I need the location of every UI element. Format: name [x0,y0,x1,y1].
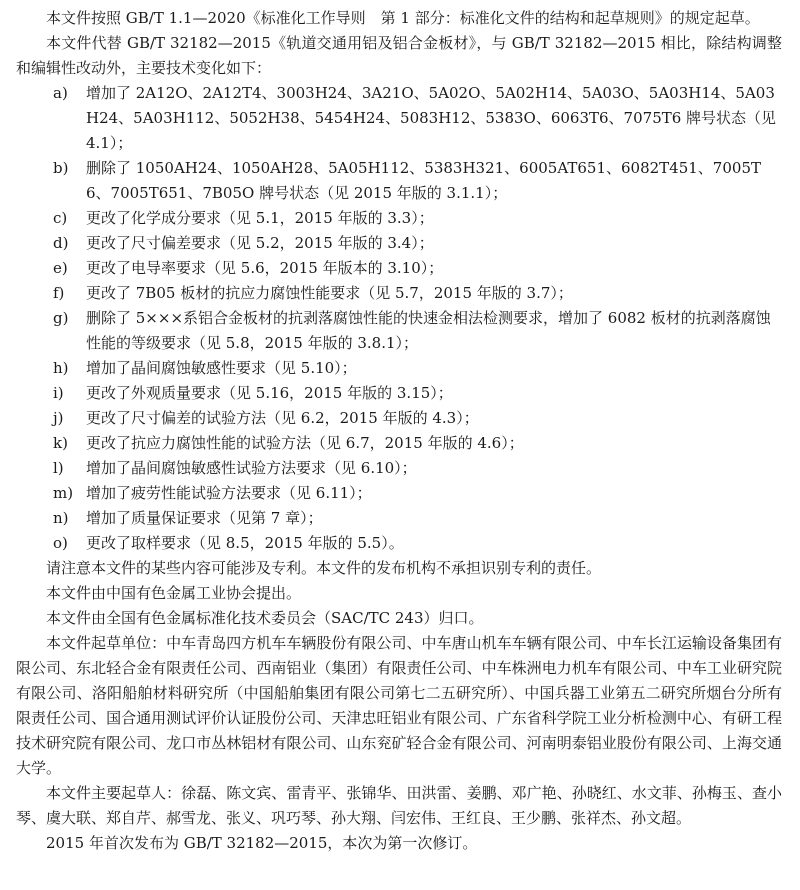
list-item [16,406,782,431]
list-item-text: 增加了晶间腐蚀敏感性要求（见 5.10）； [86,359,357,377]
list-item-text: 增加了 2A12O、2A12T4、3003H24、3A21O、5A02O、5A02H14、5A03O、5A03H14、5A03H24、5A03H112、5052H38、5454H24、5083H12、5383O、6063T6、7075T6 牌号状态（见 4.1）； [86,84,777,152]
list-item [16,431,782,456]
proposed-by: 本文件由中国有色金属工业协会提出。 [46,584,302,602]
list-marker: h) [53,359,69,377]
list-item [16,306,782,356]
list-marker: o) [53,534,68,552]
list-item-text: 更改了取样要求（见 8.5，2015 年版的 5.5）。 [86,534,404,552]
list-marker: j) [53,409,64,427]
list-marker: k) [53,434,68,452]
patent-notice: 请注意本文件的某些内容可能涉及专利。本文件的发布机构不承担识别专利的责任。 [46,559,602,577]
list-item-text: 更改了电导率要求（见 5.6，2015 年版本的 3.10）； [86,259,444,277]
list-marker: f) [53,284,65,302]
list-item-text: 增加了晶间腐蚀敏感性试验方法要求（见 6.10）； [86,459,417,477]
list-item-text: 删除了 1050AH24、1050AH28、5A05H112、5383H321、6005AT651、6082T451、7005T6、7005T651、7B05O 牌号状态（见 2015 年版的 3.1.1）； [86,159,761,202]
list-item-text: 更改了尺寸偏差的试验方法（见 6.2，2015 年版的 4.3）； [86,409,479,427]
list-marker: b) [53,159,69,177]
publication-history: 2015 年首次发布为 GB/T 32182—2015，本次为第一次修订。 [46,834,478,852]
list-item [16,506,782,531]
list-item-text: 更改了抗应力腐蚀性能的试验方法（见 6.7，2015 年版的 4.6）； [86,434,524,452]
list-marker: a) [53,84,68,102]
list-marker: c) [53,209,68,227]
list-marker: e) [53,259,68,277]
technical-changes-list [16,81,782,556]
list-item [16,531,782,556]
list-item [16,281,782,306]
list-marker: m) [53,484,74,502]
list-item [16,81,782,156]
list-item [16,381,782,406]
list-marker: g) [53,309,69,327]
list-item-text: 更改了尺寸偏差要求（见 5.2，2015 年版的 3.4）； [86,234,434,252]
list-item [16,231,782,256]
list-marker: l) [53,459,64,477]
list-item [16,206,782,231]
intro-drafting-rule: 本文件按照 GB/T 1.1—2020《标准化工作导则 第 1 部分：标准化文件的结构和起草规则》的规定起草。 [46,9,760,27]
list-item [16,356,782,381]
list-item-text: 更改了化学成分要求（见 5.1，2015 年版的 3.3）； [86,209,434,227]
intro-replacement: 本文件代替 GB/T 32182—2015《轨道交通用铝及铝合金板材》，与 GB/T 32182—2015 相比，除结构调整和编辑性改动外，主要技术变化如下： [16,34,782,77]
list-item-text: 删除了 5×××系铝合金板材的抗剥落腐蚀性能的快速金相法检测要求，增加了 6082 板材的抗剥落腐蚀性能的等级要求（见 5.8，2015 年版的 3.8.1）； [86,309,771,352]
list-item-text: 更改了 7B05 板材的抗应力腐蚀性能要求（见 5.7，2015 年版的 3.7）； [86,284,573,302]
list-marker: d) [53,234,69,252]
list-item-text: 增加了疲劳性能试验方法要求（见 6.11）； [86,484,372,502]
main-drafters: 本文件主要起草人：徐磊、陈文宾、雷青平、张锦华、田洪雷、姜鹏、邓广艳、孙晓红、水文菲、孙梅玉、查小琴、虞大联、郑自芹、郝雪龙、张义、巩巧琴、孙大翔、闫宏伟、王红良、王少鹏、张祥杰、孙文超。 [16,784,782,827]
list-item-text: 更改了外观质量要求（见 5.16，2015 年版的 3.15）； [86,384,453,402]
centralized-by: 本文件由全国有色金属标准化技术委员会（SAC/TC 243）归口。 [46,609,484,627]
list-item [16,156,782,206]
list-item [16,456,782,481]
list-item-text: 增加了质量保证要求（见第 7 章）； [86,509,323,527]
list-item [16,481,782,506]
drafting-units: 本文件起草单位：中车青岛四方机车车辆股份有限公司、中车唐山机车车辆有限公司、中车长江运输设备集团有限公司、东北轻合金有限责任公司、西南铝业（集团）有限责任公司、中车株洲电力机车有限公司、中车工业研究院有限公司、洛阳船舶材料研究所（中国船舶集团有限公司第七二五研究所）、中国兵器工业第五二研究所烟台分所有限责任公司、国合通用测试评价认证股份公司、天津忠旺铝业有限公司、广东省科学院工业分析检测中心、有研工程技术研究院有限公司、龙口市丛林铝材有限公司、山东兖矿轻合金有限公司、河南明泰铝业股份有限公司、上海交通大学。 [16,634,782,777]
list-item [16,256,782,281]
list-marker: i) [53,384,64,402]
list-marker: n) [53,509,69,527]
